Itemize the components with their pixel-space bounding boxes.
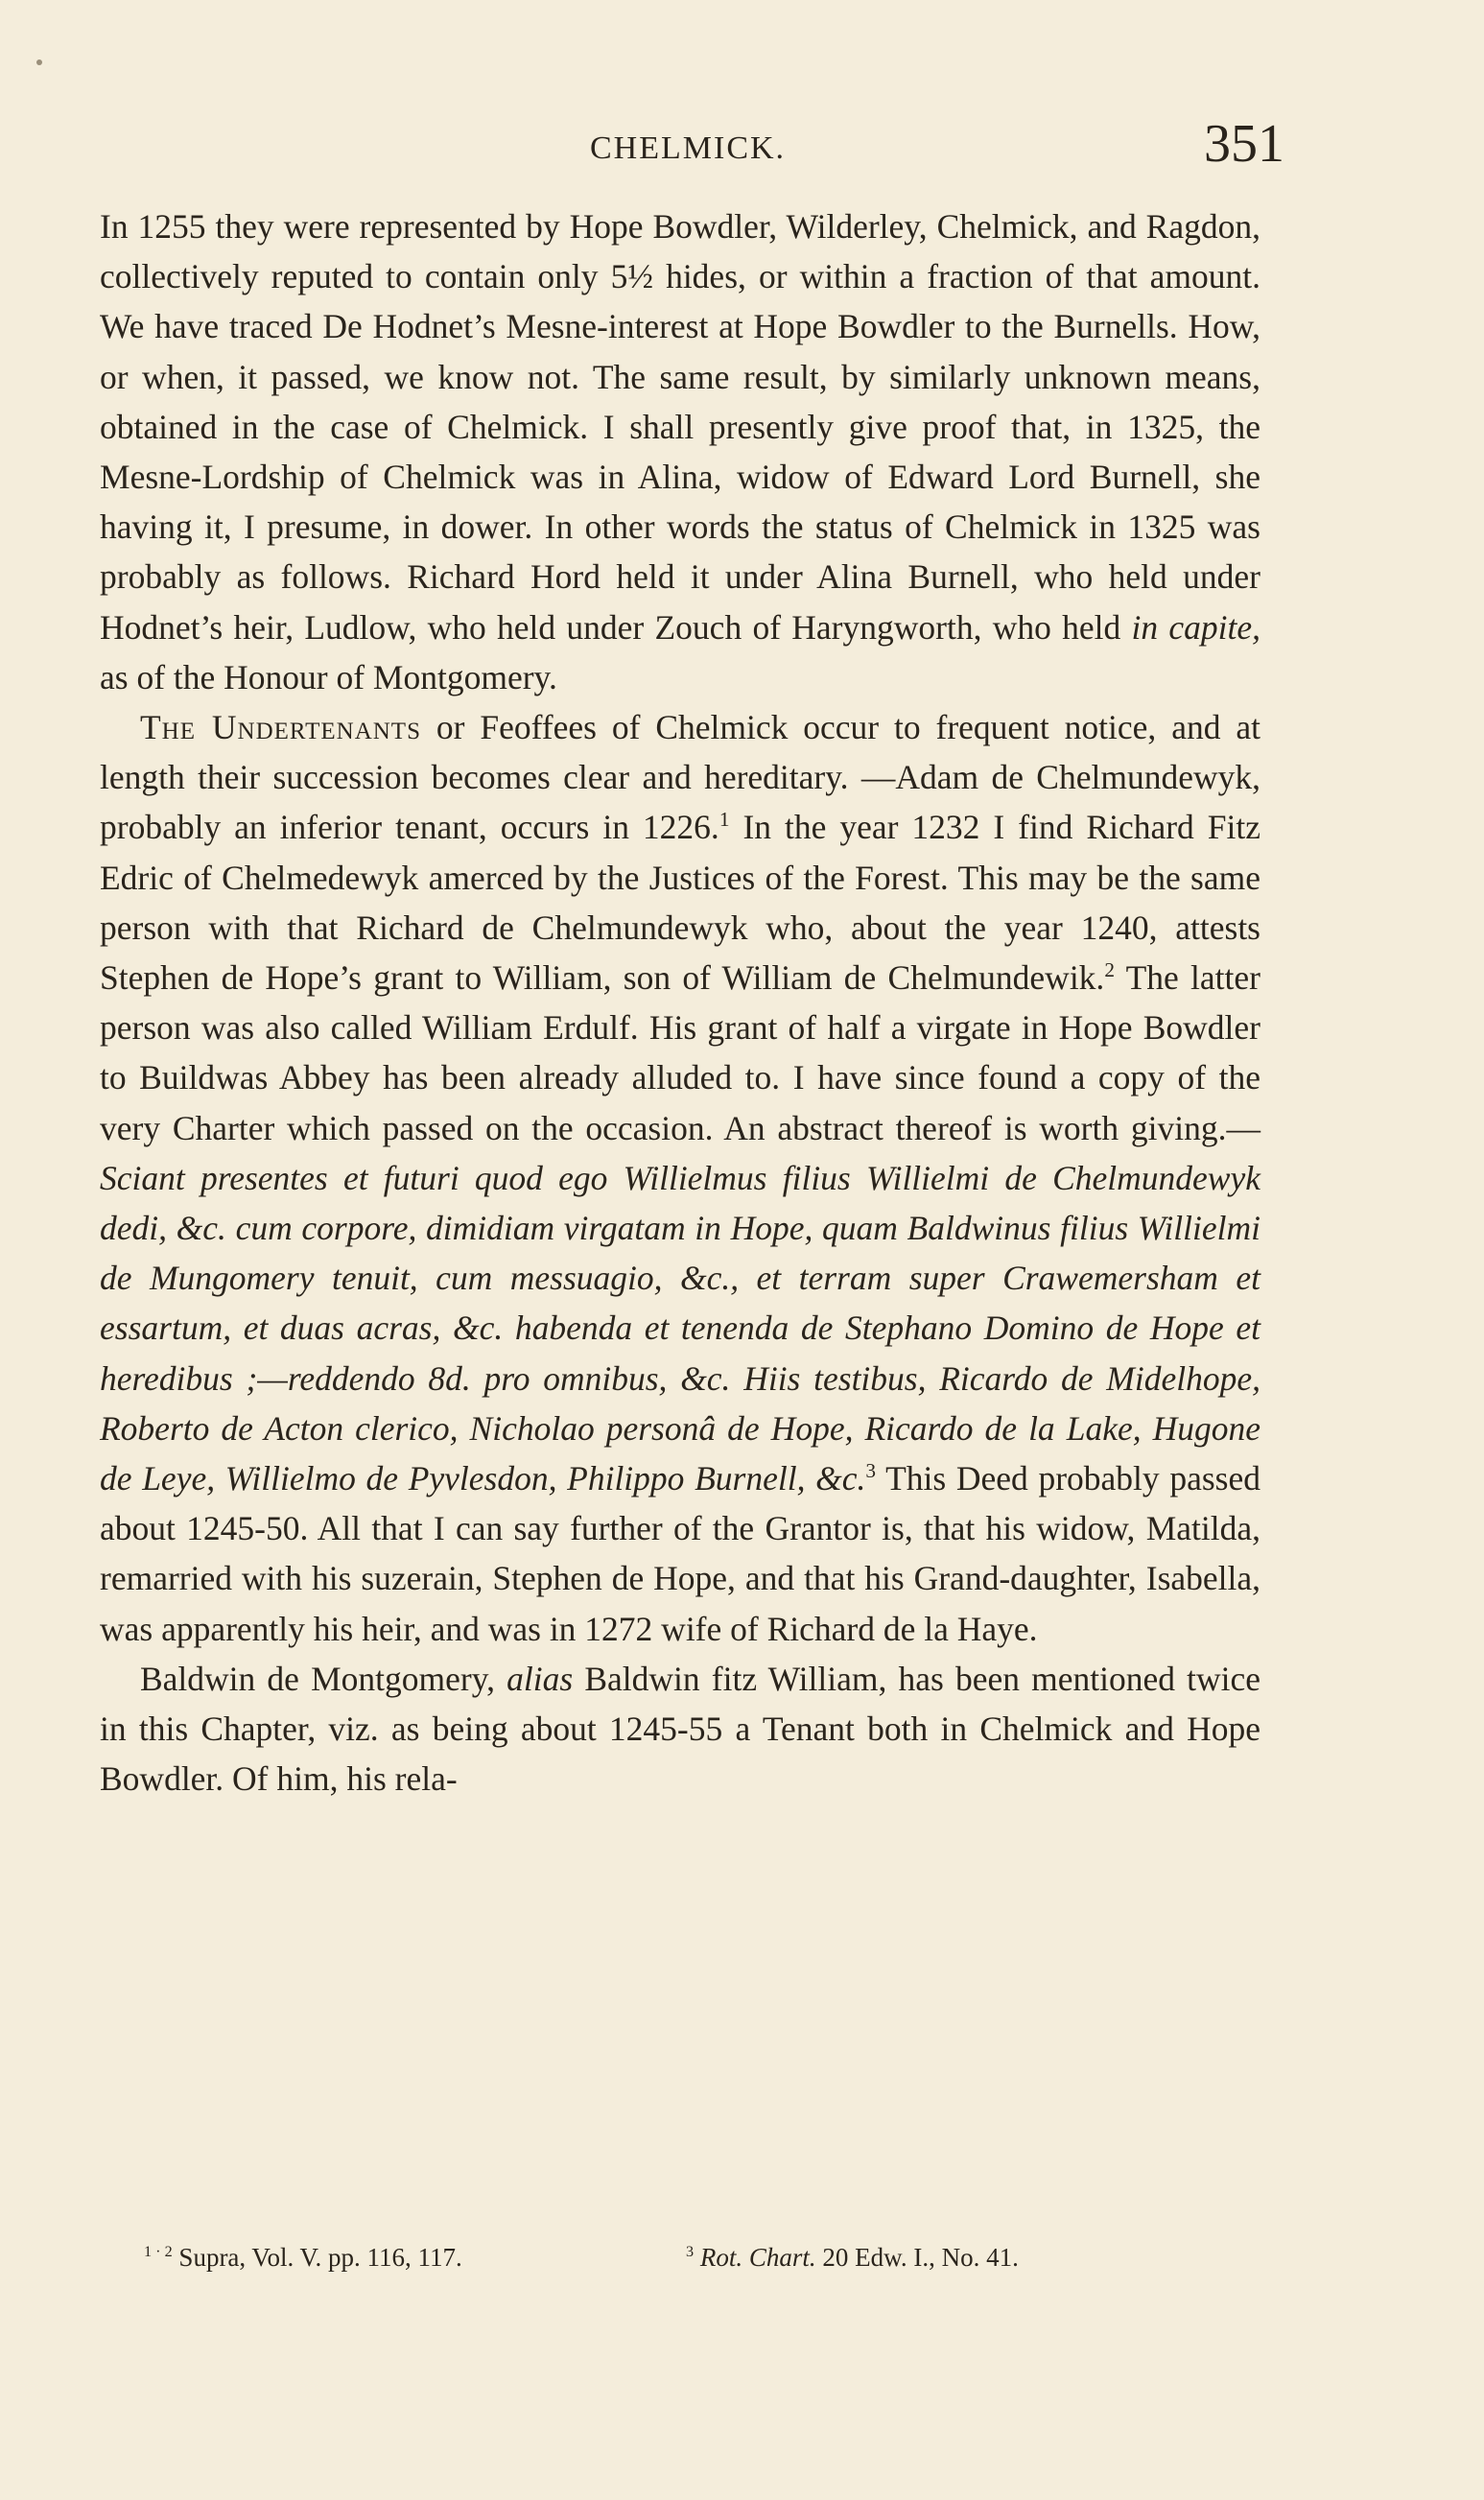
paragraph-1-italic: in capite, (1131, 607, 1260, 647)
footnote-3-mark: 3 (686, 2243, 695, 2260)
speck (36, 59, 42, 65)
footnotes (144, 2243, 1228, 2281)
footnote-ref-2: 2 (1104, 958, 1115, 982)
paragraph-1-text: In 1255 they were represented by Hope Bowdler, Wilderley, Chelmick, and Ragdon, collectively reputed to contain only 5½ hides, or within a fraction of that amount. We have traced De Hodnet’s Mesne-interest at Hope Bowdler to the Burnells. How, or when, it passed, we know not. The same result, by similarly unknown means, obtained in the case of Chelmick. I shall presently give proof that, in 1325, the Mesne-Lordship of Chelmick was in Alina, widow of Edward Lord Burnell, she having it, I presume, in dower. In other words the status of Chelmick in 1325 was probably as follows. Richard Hord held it under Alina Burnell, who held under Hodnet’s heir, Ludlow, who held under Zouch of Haryngworth, who held (100, 207, 1260, 647)
page-number: 351 (1204, 114, 1284, 174)
paragraph-2 (100, 702, 1260, 1654)
footnote-1-2-text: Supra, Vol. V. pp. 116, 117. (178, 2243, 462, 2272)
footnote-marks: 1 · 2 (144, 2243, 173, 2260)
paragraph-2-text-c: The latter person was also called William Erdulf. His grant of half a virgate in Hope Bowdler to Buildwas Abbey has been already alluded to. I have since found a copy of the very Charter which passed on the occasion. An abstract thereof is worth giving.— (100, 958, 1260, 1147)
paragraph-1-tail: as of the Honour of Montgomery. (100, 657, 557, 696)
footnote-3 (686, 2243, 1019, 2273)
paragraph-3-italic: alias (506, 1659, 574, 1698)
paragraph-2-text-a: or Feoffees of Chelmick occur to frequent notice, and at length their succession becomes clear and hereditary. —Adam de Chelmundewyk, probably an inferior tenant, occurs in 1226. (100, 708, 1260, 847)
footnote-3-source: Rot. Chart. (699, 2243, 816, 2272)
paragraph-1 (100, 201, 1260, 702)
paragraph-3-text-a: Baldwin de Montgomery, (140, 1659, 507, 1698)
running-header (0, 113, 1484, 180)
paragraph-2-text-b: In the year 1232 I find Richard Fitz Edric of Chelmedewyk amerced by the Justices of the Forest. This may be the same person with that Richard de Chelmundewyk who, about the year 1240, attests Stephen de Hope’s grant to William, son of William de Chelmundewik. (100, 808, 1260, 998)
footnote-3-text: 20 Edw. I., No. 41. (822, 2243, 1019, 2272)
latin-charter-text: Sciant presentes et futuri quod ego Willielmus filius Willielmi de Chelmundewyk dedi, &c. cum corpore, dimidiam virgatam in Hope, quam Baldwinus filius Willielmi de Mungomery tenuit, cum messuagio, &c., et terram super Crawemersham et essartum, et duas acras, &c. habenda et tenenda de Stephano Domino de Hope et heredibus ;—reddendo 8d. pro omnibus, &c. Hiis testibus, Ricardo de Midelhope, Roberto de Acton clerico, Nicholao personâ de Hope, Ricardo de la Lake, Hugone de Leye, Willielmo de Pyvlesdon, Philippo Burnell, &c. (100, 1158, 1260, 1498)
section-lead: The Undertenants (140, 708, 421, 747)
body-text (100, 201, 1260, 1804)
footnote-ref-3: 3 (865, 1459, 877, 1483)
paragraph-3-text-b: Baldwin fitz William, has been mentioned twice in this Chapter, viz. as being about 1245-55 a Tenant both in Chelmick and Hope Bowdler. Of him, his rela- (100, 1659, 1260, 1799)
running-title: CHELMICK. (590, 130, 787, 166)
footnote-ref-1: 1 (718, 808, 730, 832)
footnote-1-2 (144, 2243, 462, 2273)
paragraph-2-text-d: This Deed probably passed about 1245-50. All that I can say further of the Grantor is, that his widow, Matilda, remarried with his suzerain, Stephen de Hope, and that his Grand-daughter, Isabella, was apparently his heir, and was in 1272 wife of Richard de la Haye. (100, 1459, 1260, 1648)
paragraph-3 (100, 1654, 1260, 1804)
